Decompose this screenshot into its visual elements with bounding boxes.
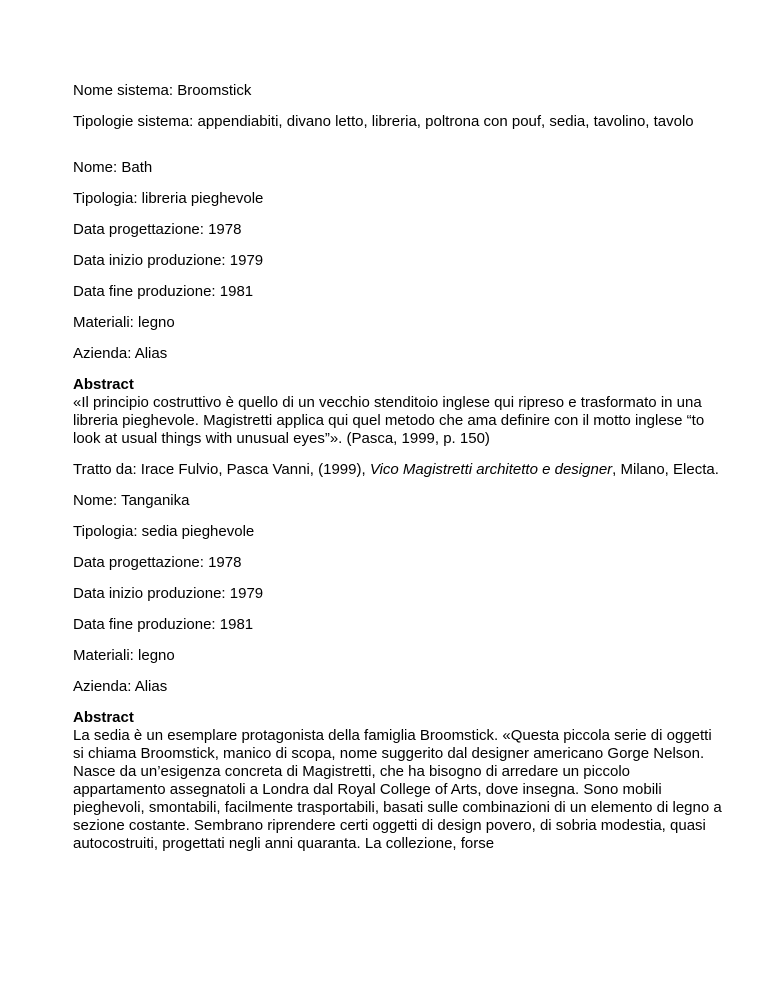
tanganika-design-date: Data progettazione: 1978 [73, 554, 242, 571]
bath-production-end: Data fine produzione: 1981 [73, 283, 254, 300]
bath-source-prefix: Tratto da: Irace Fulvio, Pasca Vanni, (1999), [73, 461, 370, 478]
tanganika-type: Tipologia: sedia pieghevole [73, 523, 255, 540]
tanganika-abstract-text: La sedia è un esemplare protagonista della famiglia Broomstick. «Questa piccola serie di oggetti si chiama Broomstick, manico di scopa, nome suggerito dal designer americano Gorge Nelson. Nasce da un’esigenza concreta di Magistretti, che ha bisogno di arredare un piccolo appartamento assegnatoli a Londra dal Royal College of Arts, dove insegna. Sono mobili pieghevoli, smontabili, facilmente trasportabili, basati sulle combinazioni di un elemento di legno a sezione costante. Sembrano riprendere certi oggetti di design povero, di sobria modestia, quasi autocostruiti, progettati negli anni quaranta. La collezione, forse [73, 727, 722, 852]
bath-abstract-heading: Abstract [73, 376, 134, 393]
bath-abstract [73, 376, 723, 448]
bath-source [73, 461, 723, 479]
bath-materials: Materiali: legno [73, 314, 175, 331]
bath-source-suffix: , Milano, Electa. [612, 461, 719, 478]
tanganika-materials: Materiali: legno [73, 647, 175, 664]
bath-design-date: Data progettazione: 1978 [73, 221, 242, 238]
system-types: Tipologie sistema: appendiabiti, divano letto, libreria, poltrona con pouf, sedia, tavolino, tavolo [73, 113, 694, 130]
bath-abstract-text: «Il principio costruttivo è quello di un vecchio stenditoio inglese qui ripreso e trasformato in una libreria pieghevole. Magistretti applica qui quel metodo che ama definire con il motto inglese “to look at usual things with unusual eyes”». (Pasca, 1999, p. 150) [73, 394, 705, 447]
bath-source-title: Vico Magistretti architetto e designer [369, 461, 613, 478]
bath-type: Tipologia: libreria pieghevole [73, 190, 264, 207]
tanganika-company: Azienda: Alias [73, 678, 168, 695]
system-name: Nome sistema: Broomstick [73, 82, 252, 99]
tanganika-abstract-heading: Abstract [73, 709, 134, 726]
document-page [73, 82, 723, 866]
bath-company: Azienda: Alias [73, 345, 168, 362]
bath-name: Nome: Bath [73, 159, 153, 176]
tanganika-abstract [73, 709, 723, 853]
bath-production-start: Data inizio produzione: 1979 [73, 252, 264, 269]
tanganika-production-end: Data fine produzione: 1981 [73, 616, 254, 633]
tanganika-production-start: Data inizio produzione: 1979 [73, 585, 264, 602]
tanganika-name: Nome: Tanganika [73, 492, 190, 509]
